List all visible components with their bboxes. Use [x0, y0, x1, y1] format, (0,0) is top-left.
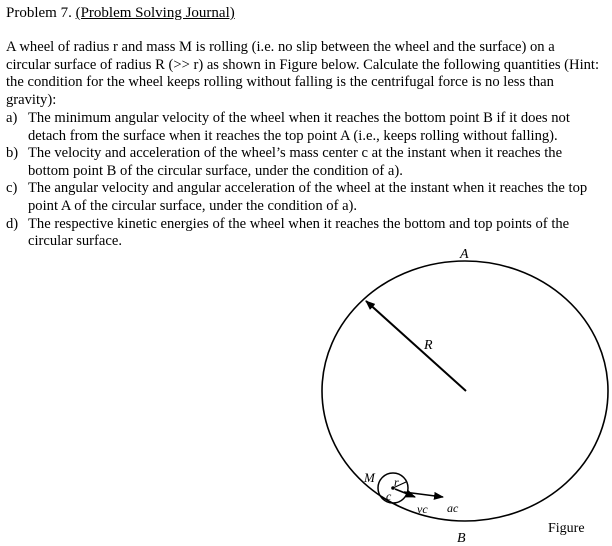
- question-text: The angular velocity and angular acceleration of the wheel at the instant when it reaches the top point A of the circular surface, under the condition of a).: [28, 180, 588, 214]
- figure-caption: Figure: [548, 521, 585, 536]
- question-label: a): [6, 110, 18, 126]
- label-A: A: [460, 247, 469, 262]
- question-text: The velocity and acceleration of the wheel’s mass center c at the instant when it reaches the bottom point B of the circular surface, under the condition of a).: [28, 145, 563, 179]
- label-M: M: [364, 470, 375, 485]
- journal-label: (Problem Solving Journal): [75, 5, 235, 21]
- label-ac: ac: [447, 501, 459, 515]
- problem-number: Problem 7.: [6, 5, 72, 21]
- label-R: R: [424, 338, 433, 353]
- question-label: b): [6, 145, 19, 162]
- label-vc: vc: [417, 502, 428, 516]
- label-B: B: [457, 531, 466, 546]
- question-label: d): [6, 215, 19, 232]
- question-text: The minimum angular velocity of the wheel when it reaches the bottom point B if it does not detach from the surface when it reaches the top point A (i.e., keeps rolling without falling).: [28, 110, 570, 144]
- label-r: r: [394, 475, 399, 489]
- label-c: c: [386, 489, 392, 503]
- radius-arrow: [366, 301, 466, 391]
- problem-statement: A wheel of radius r and mass M is rolling (i.e. no slip between the wheel and the surface) on a circular surface of radius R (>> r) as shown in Figure below. Calculate the following quantities (Hint: the condition for the wheel keeps rolling without falling is the centrifugal force is no less than gravity):: [6, 39, 600, 108]
- question-text: The respective kinetic energies of the wheel when it reaches the bottom and top points of the circular surface.: [28, 215, 570, 250]
- question-label: c): [6, 180, 18, 197]
